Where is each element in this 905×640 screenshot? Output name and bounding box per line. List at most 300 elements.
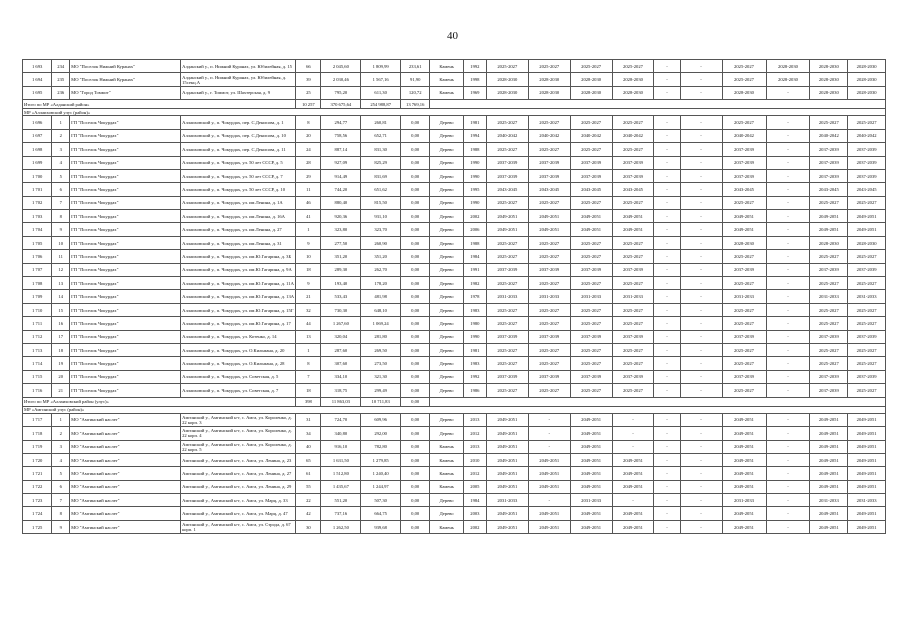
table-cell: 2049-2051 [486, 520, 528, 533]
table-cell: 2049-2051 [486, 223, 528, 236]
table-cell: 2049-2051 [570, 520, 612, 533]
table-row [23, 223, 886, 236]
table-cell: 29 [296, 169, 321, 182]
table-cell: - [680, 357, 722, 370]
table-cell: - [680, 520, 722, 533]
table-row [23, 494, 886, 507]
table-cell: ГП "Поселок Чокурдах" [70, 210, 181, 223]
table-cell: 2049-2051 [722, 413, 766, 426]
table-cell: 2049-2051 [612, 453, 654, 466]
address-cell: Амгинский у., Амгинский н-г, с. Амга, ул. Короленко, д. 22 корп. 4 [181, 427, 296, 440]
table-cell: Камень [430, 73, 464, 86]
table-cell: 2 030,46 [321, 73, 361, 86]
table-cell: 2043-2045 [848, 183, 886, 196]
table-cell: 2025-2027 [612, 317, 654, 330]
table-cell: 2025-2027 [570, 196, 612, 209]
table-cell: 2049-2051 [848, 453, 886, 466]
table-cell: - [766, 129, 810, 142]
table-cell: 2025-2027 [528, 236, 570, 249]
table-cell: 2025-2027 [570, 357, 612, 370]
table-cell: 2031-2033 [848, 494, 886, 507]
table-cell: 8 [296, 357, 321, 370]
table-cell: 234 [52, 60, 70, 73]
table-cell: 1 696 [23, 116, 52, 129]
table-cell: - [766, 467, 810, 480]
table-cell: 0,00 [401, 413, 430, 426]
section-title: МР «Аллаиховский улус (район)» [23, 109, 886, 116]
table-cell: ГП "Поселок Чокурдах" [70, 370, 181, 383]
table-cell: 0,00 [401, 129, 430, 142]
table-cell: - [654, 183, 680, 196]
table-cell: МО "Амгинский наслег" [70, 480, 181, 493]
table-cell: 2031-2033 [528, 290, 570, 303]
table-cell: - [766, 116, 810, 129]
table-cell: 1 567,16 [361, 73, 401, 86]
table-cell: - [528, 413, 570, 426]
table-cell: 1 267,60 [321, 317, 361, 330]
table-cell: 2025-2027 [486, 116, 528, 129]
table-cell: - [528, 494, 570, 507]
table-row [23, 196, 886, 209]
address-cell: Аллаиховский у., п. Чокурдах, ул. им.Ю.Гагарина, д. 17 [181, 317, 296, 330]
table-cell: 19 [52, 357, 70, 370]
total-value: 10 711,83 [361, 397, 401, 406]
table-cell: - [680, 60, 722, 73]
table-cell: 2025-2027 [486, 277, 528, 290]
address-cell: Амгинский у., Амгинский н-г, с. Амга, ул. Ленина, д. 27 [181, 467, 296, 480]
table-cell: 2037-2039 [612, 370, 654, 383]
table-cell: 18 [52, 344, 70, 357]
table-cell: 648,10 [361, 303, 401, 316]
table-cell: - [680, 143, 722, 156]
table-cell: 2037-2039 [810, 384, 848, 397]
table-cell: - [766, 330, 810, 343]
table-cell: 1 711 [23, 317, 52, 330]
table-cell: 2025-2027 [528, 116, 570, 129]
table-cell: 2025-2027 [528, 303, 570, 316]
table-cell: 831,30 [361, 143, 401, 156]
table-cell: Камень [430, 60, 464, 73]
table-cell: 2049-2051 [570, 467, 612, 480]
table-cell: ГП "Поселок Чокурдах" [70, 236, 181, 249]
table-cell: 2037-2039 [570, 330, 612, 343]
table-cell: Дерево [430, 143, 464, 156]
table-cell: 1 708 [23, 277, 52, 290]
table-cell: 2025-2027 [570, 236, 612, 249]
table-cell: 2049-2051 [848, 440, 886, 453]
table-cell: 2037-2039 [810, 169, 848, 182]
table-cell: 2037-2039 [612, 330, 654, 343]
table-cell: 287,60 [321, 344, 361, 357]
table-cell: 55 [296, 480, 321, 493]
table-cell: 16 [52, 317, 70, 330]
table-cell: 2028-2030 [848, 236, 886, 249]
table-cell: - [766, 196, 810, 209]
table-cell: 2025-2027 [722, 196, 766, 209]
table-cell: 2049-2051 [848, 413, 886, 426]
table-cell: 5 [52, 169, 70, 182]
table-cell: - [680, 116, 722, 129]
table-row [23, 370, 886, 383]
table-row [23, 453, 886, 466]
table-cell: - [680, 277, 722, 290]
table-row [23, 303, 886, 316]
table-cell: 1981 [463, 344, 486, 357]
table-cell: 2037-2039 [810, 156, 848, 169]
table-cell: 2037-2039 [810, 370, 848, 383]
address-cell: Аллаиховский у., п. Чокурдах, пер. С.Денисова, д. 11 [181, 143, 296, 156]
table-cell: 2025-2027 [612, 196, 654, 209]
table-cell: 0,00 [401, 196, 430, 209]
table-cell: 2040-2042 [810, 129, 848, 142]
table-cell: 2043-2045 [570, 183, 612, 196]
table-cell: - [528, 440, 570, 453]
total-empty-cell [430, 100, 886, 109]
table-cell: 2049-2051 [528, 520, 570, 533]
table-cell: - [680, 156, 722, 169]
table-cell: - [654, 480, 680, 493]
table-cell: 1991 [463, 263, 486, 276]
total-row [23, 100, 886, 109]
table-cell: 2025-2027 [612, 303, 654, 316]
table-cell: ГП "Поселок Чокурдах" [70, 317, 181, 330]
table-cell: 2025-2027 [612, 250, 654, 263]
address-cell: Аллаиховский у., п. Чокурдах, ул. им.Ю.Гагарина, д. 9А [181, 263, 296, 276]
table-cell: Дерево [430, 330, 464, 343]
table-cell: Камень [430, 467, 464, 480]
table-cell: 2049-2051 [486, 480, 528, 493]
table-cell: Дерево [430, 129, 464, 142]
table-cell: 120,72 [401, 86, 430, 99]
table-cell: 18 [296, 263, 321, 276]
table-cell: Камень [430, 520, 464, 533]
table-cell: 1 710 [23, 303, 52, 316]
table-cell: 2037-2039 [486, 169, 528, 182]
table-cell: 931,10 [361, 210, 401, 223]
table-cell: - [654, 116, 680, 129]
table-cell: - [654, 73, 680, 86]
table-cell: 2037-2039 [810, 143, 848, 156]
table-cell: 2012 [463, 427, 486, 440]
table-cell: 2037-2039 [848, 370, 886, 383]
table-cell: 2037-2039 [528, 156, 570, 169]
table-cell: МО "Амгинский наслег" [70, 440, 181, 453]
table-cell: 2049-2051 [486, 453, 528, 466]
table-row [23, 427, 886, 440]
table-cell: 2028-2030 [570, 86, 612, 99]
table-cell: 2010 [463, 453, 486, 466]
table-cell: 2025-2027 [486, 236, 528, 249]
table-cell: - [654, 129, 680, 142]
table-cell: 2049-2051 [848, 210, 886, 223]
table-cell: 0,00 [401, 317, 430, 330]
total-value: 254 988,87 [361, 100, 401, 109]
table-cell: Камень [430, 453, 464, 466]
table-cell: 2028-2030 [848, 73, 886, 86]
table-cell: 1 809,99 [361, 60, 401, 73]
table-cell: - [766, 290, 810, 303]
address-cell: Амгинский у., Амгинский н-г, с. Амга, ул. Короленко, д. 22 корп. 5 [181, 440, 296, 453]
table-cell: - [654, 223, 680, 236]
table-cell: 2025-2027 [570, 384, 612, 397]
table-row [23, 210, 886, 223]
table-cell: 1980 [463, 317, 486, 330]
table-cell: - [680, 344, 722, 357]
table-cell: 6 [52, 183, 70, 196]
table-cell: 21 [296, 290, 321, 303]
table-cell: 2049-2051 [810, 507, 848, 520]
table-cell: 2006 [463, 223, 486, 236]
table-cell: 2049-2051 [612, 467, 654, 480]
table-cell: 2049-2051 [528, 507, 570, 520]
table-cell: 2040-2042 [486, 129, 528, 142]
table-cell: 1981 [463, 116, 486, 129]
table-cell: 916,10 [321, 440, 361, 453]
table-cell: 292,00 [361, 427, 401, 440]
table-cell: - [654, 330, 680, 343]
table-cell: 0,00 [401, 453, 430, 466]
table-cell: 2037-2039 [722, 263, 766, 276]
table-cell: 2049-2051 [486, 427, 528, 440]
table-cell: Дерево [430, 169, 464, 182]
table-cell: 0,00 [401, 156, 430, 169]
table-cell: 2049-2051 [848, 223, 886, 236]
table-cell: - [766, 520, 810, 533]
table-cell: 2025-2027 [722, 250, 766, 263]
table-cell: - [766, 303, 810, 316]
table-cell: 2049-2051 [528, 210, 570, 223]
table-cell: 351,20 [321, 250, 361, 263]
table-row [23, 73, 886, 86]
table-cell: 1 631,50 [321, 453, 361, 466]
table-cell: - [680, 86, 722, 99]
table-row [23, 440, 886, 453]
table-cell: 2049-2051 [486, 413, 528, 426]
table-cell: 507,30 [361, 494, 401, 507]
table-cell: 2028-2030 [810, 236, 848, 249]
table-cell: 2025-2027 [486, 344, 528, 357]
table-cell: 2025-2027 [810, 357, 848, 370]
table-cell: - [654, 277, 680, 290]
table-row [23, 236, 886, 249]
table-cell: 2028-2030 [528, 86, 570, 99]
table-cell: - [654, 494, 680, 507]
table-cell: Дерево [430, 370, 464, 383]
table-cell: 2003 [463, 507, 486, 520]
table-cell: 1990 [463, 156, 486, 169]
address-cell: Амгинский у., Амгинский н-г, с. Амга, ул. Ленина, д. 23 [181, 453, 296, 466]
table-cell: 34 [296, 427, 321, 440]
table-cell: 2028-2030 [486, 73, 528, 86]
table-cell: 2031-2033 [486, 290, 528, 303]
table-cell: 260,90 [361, 236, 401, 249]
table-cell: 2028-2030 [766, 73, 810, 86]
table-cell: 2002 [463, 210, 486, 223]
address-cell: Аллаиховский у., п. Чокурдах, ул. им.Ю.Гагарина, д. 11А [181, 277, 296, 290]
table-cell: 2049-2051 [722, 480, 766, 493]
table-cell: 744,20 [321, 183, 361, 196]
table-cell: 2049-2051 [810, 210, 848, 223]
table-cell: Дерево [430, 156, 464, 169]
table-cell: 236 [52, 86, 70, 99]
table-row [23, 277, 886, 290]
table-cell: 1 718 [23, 427, 52, 440]
table-cell: 1 716 [23, 384, 52, 397]
table-cell: 2025-2027 [848, 196, 886, 209]
table-cell: 2040-2042 [528, 129, 570, 142]
housing-register-table [22, 59, 886, 534]
table-cell: 340,80 [321, 427, 361, 440]
table-cell: - [680, 290, 722, 303]
address-cell: Амгинский у., Амгинский н-г, с. Амга, ул. Марц, д. 47 [181, 507, 296, 520]
table-cell: - [766, 453, 810, 466]
table-row [23, 317, 886, 330]
address-cell: Аллаиховский у., п. Чокурдах, ул. Советская, д. 5 [181, 370, 296, 383]
table-cell: 652,71 [361, 129, 401, 142]
table-cell: 32 [296, 303, 321, 316]
table-cell: Дерево [430, 183, 464, 196]
table-cell: 1 240,40 [361, 467, 401, 480]
table-cell: 2037-2039 [570, 370, 612, 383]
table-cell: 8 [52, 507, 70, 520]
table-cell: 664,75 [361, 507, 401, 520]
table-cell: - [654, 290, 680, 303]
table-cell: 2043-2045 [528, 183, 570, 196]
table-cell: 0,00 [401, 143, 430, 156]
table-cell: 724,70 [321, 413, 361, 426]
table-cell: 2049-2051 [486, 440, 528, 453]
table-cell: 2049-2051 [722, 520, 766, 533]
table-cell: 1 069,24 [361, 317, 401, 330]
table-cell: 2025-2027 [570, 303, 612, 316]
table-cell: - [766, 413, 810, 426]
table-cell: - [654, 427, 680, 440]
table-cell: - [680, 467, 722, 480]
table-cell: 2037-2039 [612, 169, 654, 182]
table-cell: 1984 [463, 250, 486, 263]
table-cell: - [654, 520, 680, 533]
table-cell: - [654, 507, 680, 520]
table-cell: 9 [52, 520, 70, 533]
table-cell: - [680, 223, 722, 236]
table-cell: 12 [52, 263, 70, 276]
table-cell: Дерево [430, 223, 464, 236]
table-cell: - [680, 73, 722, 86]
table-cell: 2028-2030 [766, 60, 810, 73]
table-cell: 2002 [463, 520, 486, 533]
table-cell: 14 [52, 290, 70, 303]
table-cell: 2025-2027 [570, 317, 612, 330]
table-cell: Камень [430, 86, 464, 99]
table-cell: - [766, 317, 810, 330]
table-cell: ГП "Поселок Чокурдах" [70, 183, 181, 196]
table-cell: ГП "Поселок Чокурдах" [70, 250, 181, 263]
table-cell: 0,00 [401, 370, 430, 383]
table-cell: 2049-2051 [528, 467, 570, 480]
table-cell: 2040-2042 [722, 129, 766, 142]
table-cell: 1 244,97 [361, 480, 401, 493]
table-cell: Дерево [430, 357, 464, 370]
table-cell: 1 [52, 116, 70, 129]
table-cell: ГП "Поселок Чокурдах" [70, 116, 181, 129]
table-row [23, 116, 886, 129]
table-cell: - [654, 210, 680, 223]
table-row [23, 384, 886, 397]
table-cell: 20 [296, 129, 321, 142]
table-cell: 2049-2051 [570, 413, 612, 426]
table-cell: ГП "Поселок Чокурдах" [70, 277, 181, 290]
table-cell: 2049-2051 [848, 480, 886, 493]
table-cell: - [654, 467, 680, 480]
table-cell: 28 [296, 156, 321, 169]
table-cell: 5 [52, 467, 70, 480]
table-cell: 2025-2027 [486, 317, 528, 330]
table-cell: 2040-2042 [848, 129, 886, 142]
table-cell: 611,30 [361, 86, 401, 99]
table-cell: 262,70 [361, 263, 401, 276]
table-cell: 2025-2027 [722, 317, 766, 330]
table-cell: 2049-2051 [810, 453, 848, 466]
table-cell: 2031-2033 [810, 290, 848, 303]
table-cell: - [612, 413, 654, 426]
table-cell: 22 [296, 494, 321, 507]
table-cell: 0,00 [401, 357, 430, 370]
table-cell: 2028-2030 [810, 86, 848, 99]
table-cell: ГП "Поселок Чокурдах" [70, 290, 181, 303]
table-cell: 3 [52, 440, 70, 453]
table-cell: ГП "Поселок Чокурдах" [70, 263, 181, 276]
table-cell: 7 [296, 370, 321, 383]
table-cell: 2031-2033 [848, 290, 886, 303]
table-cell: 2043-2045 [486, 183, 528, 196]
table-cell: 13 [52, 277, 70, 290]
table-cell: - [680, 183, 722, 196]
table-cell: 2031-2033 [722, 290, 766, 303]
table-cell: 1 717 [23, 413, 52, 426]
table-row [23, 290, 886, 303]
table-cell: 1990 [463, 330, 486, 343]
table-cell: 2 [52, 129, 70, 142]
table-cell: 2025-2027 [848, 317, 886, 330]
table-cell: Дерево [430, 344, 464, 357]
table-cell: 0,00 [401, 330, 430, 343]
table-cell: 1990 [463, 196, 486, 209]
table-cell: МО "Амгинский наслег" [70, 427, 181, 440]
address-cell: Аллаиховский у., п. Чокурдах, ул. 50 лет СССР, д. 5 [181, 156, 296, 169]
table-row [23, 263, 886, 276]
table-row [23, 480, 886, 493]
table-cell: 1984 [463, 494, 486, 507]
table-cell: 2028-2030 [570, 73, 612, 86]
table-cell: 0,00 [401, 169, 430, 182]
table-cell: 782,80 [361, 440, 401, 453]
total-value: 13 769,16 [401, 100, 430, 109]
table-cell: 2043-2045 [722, 183, 766, 196]
table-cell: МО "Город Томмот" [70, 86, 181, 99]
address-cell: Алданский у., п. Нижний Куранах, ул. Юбилейная, д. 15 [181, 60, 296, 73]
table-cell: 831,69 [361, 169, 401, 182]
table-row [23, 129, 886, 142]
table-cell: - [654, 453, 680, 466]
table-cell: 10 [296, 250, 321, 263]
table-cell: 2037-2039 [486, 263, 528, 276]
table-cell: МО "Амгинский наслег" [70, 494, 181, 507]
table-cell: ГП "Поселок Чокурдах" [70, 357, 181, 370]
address-cell: Амгинский у., Амгинский н-г, с. Амга, ул. Строда, д. 67 корп. 1 [181, 520, 296, 533]
table-cell: 2031-2033 [486, 494, 528, 507]
table-cell: 2025-2027 [848, 250, 886, 263]
table-cell: 0,00 [401, 303, 430, 316]
